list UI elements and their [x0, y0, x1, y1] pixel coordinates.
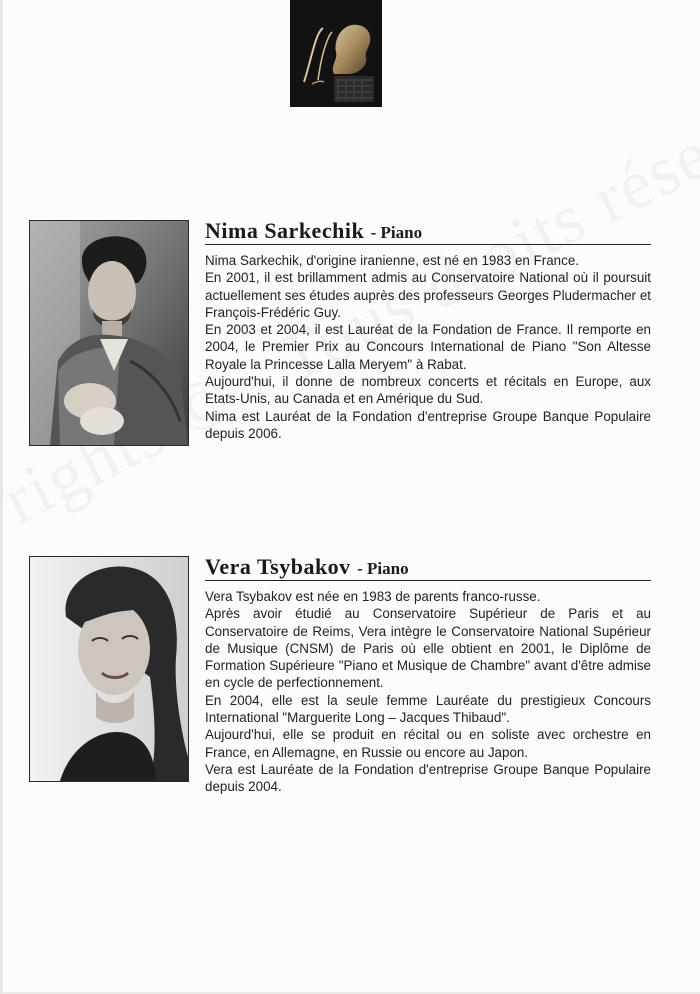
bio-paragraph: Aujourd'hui, il donne de nombreux concerts et récitals en Europe, aux Etats-Unis, au Canada et en Amérique du Sud. [205, 374, 651, 407]
artist-name: Nima Sarkechik [205, 218, 365, 243]
artist-biography [205, 252, 651, 442]
artist-instrument: - Piano [370, 223, 423, 242]
artist-instrument: - Piano [357, 559, 409, 578]
bio-paragraph: Nima Sarkechik, d'origine iranienne, est né en 1983 en France. [205, 253, 579, 268]
nima-sarkechik-portrait [29, 220, 189, 446]
bio-paragraph: Nima est Lauréat de la Fondation d'entreprise Groupe Banque Populaire depuis 2006. [205, 408, 651, 441]
artist-name-heading [205, 218, 651, 245]
bio-paragraph: Aujourd'hui, elle se produit en récital ou en soliste avec orchestre en France, en Allemagne, en Russie ou encore au Japon. [205, 727, 651, 760]
bio-paragraph: En 2003 et 2004, il est Lauréat de la Fondation de France. Il remporte en 2004, le Premier Prix au Concours International de Piano "Son Altesse Royale la Princesse Lalla Meryem" à Rabat. [205, 322, 651, 372]
cello-logo-icon [290, 0, 382, 107]
bio-paragraph: Vera Tsybakov est née en 1983 de parents franco-russe. [205, 589, 541, 604]
bio-paragraph: En 2001, il est brillamment admis au Conservatoire National où il poursuit actuellement ses études auprès des professeurs Georges Pludermacher et François-Frédéric Guy. [205, 270, 651, 320]
vera-tsybakov-portrait [29, 556, 189, 782]
bio-paragraph: Vera est Lauréate de la Fondation d'entreprise Groupe Banque Populaire depuis 2004. [205, 761, 651, 795]
artist-name: Vera Tsybakov [205, 554, 351, 579]
artist-name-heading [205, 554, 651, 581]
artist-biography [205, 588, 651, 796]
bio-paragraph: En 2004, elle est la seule femme Lauréate du prestigieux Concours International "Marguerite Long – Jacques Thibaud". [205, 692, 651, 726]
bio-paragraph: Après avoir étudié au Conservatoire Supérieur de Paris et au Conservatoire de Reims, Vera intègre le Conservatoire National Supérieur de Musique (CNSM) de Paris où elle obtient en 2001, le Diplôme de Formation Supérieure "Piano et Musique de Chambre" avant d'être admise en cycle de perfectionnement. [205, 606, 651, 691]
